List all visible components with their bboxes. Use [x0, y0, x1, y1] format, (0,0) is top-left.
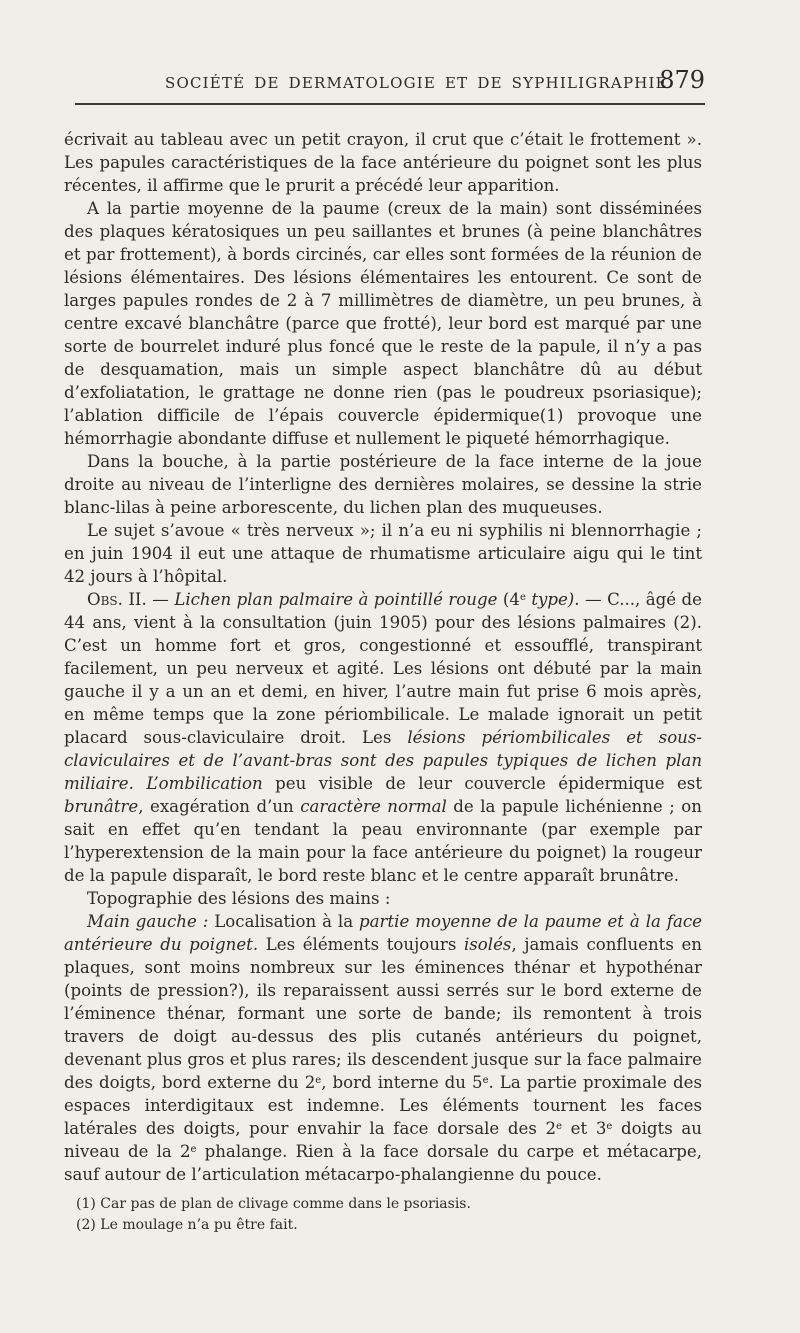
superscript: e	[606, 1121, 613, 1132]
text-run: —	[146, 590, 175, 609]
emphasis: Main gauche :	[87, 912, 209, 931]
text-run: (4	[497, 590, 520, 609]
superscript: e	[482, 1075, 489, 1086]
footnote-ref: (1)	[539, 406, 564, 425]
page-number: 879	[659, 66, 705, 94]
text-run: — C..., âgé de 44 ans, vient à la consultation (juin 1905) pour des lésions palmaires (2). C’est un homme fort et gros, congestionné et essoufflé, transpirant facilement, un peu nerveux et agité. Les lésions ont débuté par la main gauche il y a un an et demi, en hiver, l’autre main fut prise 6 mois après, en même temps que la zone périombilicale. Le malade ignorait un petit placard sous-claviculaire droit. Les	[64, 590, 702, 747]
emphasis: isolés	[463, 935, 512, 954]
superscript: e	[190, 1144, 197, 1155]
paragraph: Topographie des lésions des mains :	[87, 889, 391, 908]
superscript: e	[519, 592, 526, 603]
footnotes	[76, 1194, 702, 1236]
text-run: , exagération d’un	[138, 797, 301, 816]
paragraph: Le sujet s’avoue « très nerveux »; il n’a eu ni syphilis ni blennorrhagie ; en juin 1904 il eut une attaque de rhumatisme articulaire aigu qui le tint 42 jours à l’hôpital.	[64, 521, 702, 586]
text-run: de la papule lichénienne ; on sait en effet qu’en tendant la peau environnante (par exemple par l’hyperextension de la main pour la face antérieure du poignet) la rougeur de la papule disparaît, le bord reste blanc et le centre apparaît brunâtre.	[64, 797, 702, 885]
text-run: type).	[525, 590, 580, 609]
text-run: provoque une hémorrhagie abondante diffuse et nullement le piqueté hémorrhagique.	[64, 406, 702, 448]
text-run: Les éléments toujours	[258, 935, 464, 954]
emphasis: lésions périombilicales et sous-claviculaires et de l’avant-bras sont des papules typiques de lichen plan miliaire.	[64, 728, 702, 793]
text-run: , jamais confluents en plaques, sont moins nombreux sur les éminences thénar et hypothénar (points de pression?), ils reparaissent aussi serrés sur le bord externe de l’éminence thénar, formant une sorte de bande; ils remontent à trois travers de doigt au-dessus des plis cutanés antérieurs du poignet, devenant plus gros et plus rares; ils descendent jusque sur la face palmaire des doigts, bord externe du 2	[64, 935, 702, 1092]
paragraph	[64, 910, 702, 1186]
paragraph	[64, 588, 702, 887]
paragraph	[64, 197, 702, 450]
footnote: (1) Car pas de plan de clivage comme dans le psoriasis.	[76, 1196, 471, 1212]
paragraph: Dans la bouche, à la partie postérieure de la face interne de la joue droite au niveau de l’interligne des dernières molaires, se dessine la strie blanc-lilas à peine arborescente, du lichen plan des muqueuses.	[64, 452, 702, 517]
text-run: doigts au niveau de la 2	[64, 1119, 702, 1161]
text-run: peu visible de leur couvercle épidermique est	[262, 774, 702, 793]
header-rule	[75, 103, 705, 105]
observation-title: Lichen plan palmaire à pointillé rouge	[174, 590, 498, 609]
text-run	[134, 774, 146, 793]
text-run: Localisation à la	[208, 912, 360, 931]
emphasis: caractère normal	[300, 797, 447, 816]
text-run: et 3	[562, 1119, 607, 1138]
superscript: e	[556, 1121, 562, 1132]
text-run: , bord interne du 5	[321, 1073, 483, 1092]
footnote: (2) Le moulage n’a pu être fait.	[76, 1217, 298, 1233]
running-title: SOCIÉTÉ DE DERMATOLOGIE ET DE SYPHILIGRAPHIE	[165, 74, 668, 92]
observation-label: Obs. II.	[87, 590, 147, 609]
emphasis: brunâtre	[64, 797, 139, 816]
paragraph: écrivait au tableau avec un petit crayon, il crut que c’était le frottement ». Les papules caractéristiques de la face antérieure du poignet sont les plus récentes, il affirme que le prurit a précédé leur apparition.	[64, 130, 702, 195]
text-run: phalange. Rien à la face dorsale du carpe et métacarpe, sauf autour de l’articulation métacarpo-phalangienne du pouce.	[64, 1142, 702, 1184]
text-run: A la partie moyenne de la paume (creux de la main) sont disséminées des plaques kératosiques un peu saillantes et brunes (à peine blanchâtres et par frottement), à bords circinés, car elles sont formées de la réunion de lésions élémentaires. Des lésions élémentaires les entourent. Ce sont de larges papules rondes de 2 à 7 millimètres de diamètre, un peu brunes, à centre excavé blanchâtre (parce que frotté), leur bord est marqué par une sorte de bourrelet induré plus foncé que le reste de la papule, il n’y a pas de desquamation, mais un simple aspect blanchâtre dû au début d’exfoliatation, le grattage ne donne rien (pas le poudreux psoriasique); l’ablation difficile de l’épais couvercle épidermique	[64, 199, 702, 425]
body-text	[64, 128, 702, 1186]
running-header	[75, 66, 705, 96]
superscript: e	[315, 1075, 322, 1086]
text-run: . La partie proximale des espaces interdigitaux est indemne. Les éléments tournent les faces latérales des doigts, pour envahir la face dorsale des 2	[64, 1073, 702, 1138]
emphasis: partie moyenne de la paume et à la face antérieure du poignet.	[64, 912, 702, 954]
emphasis: L’ombilication	[146, 774, 263, 793]
